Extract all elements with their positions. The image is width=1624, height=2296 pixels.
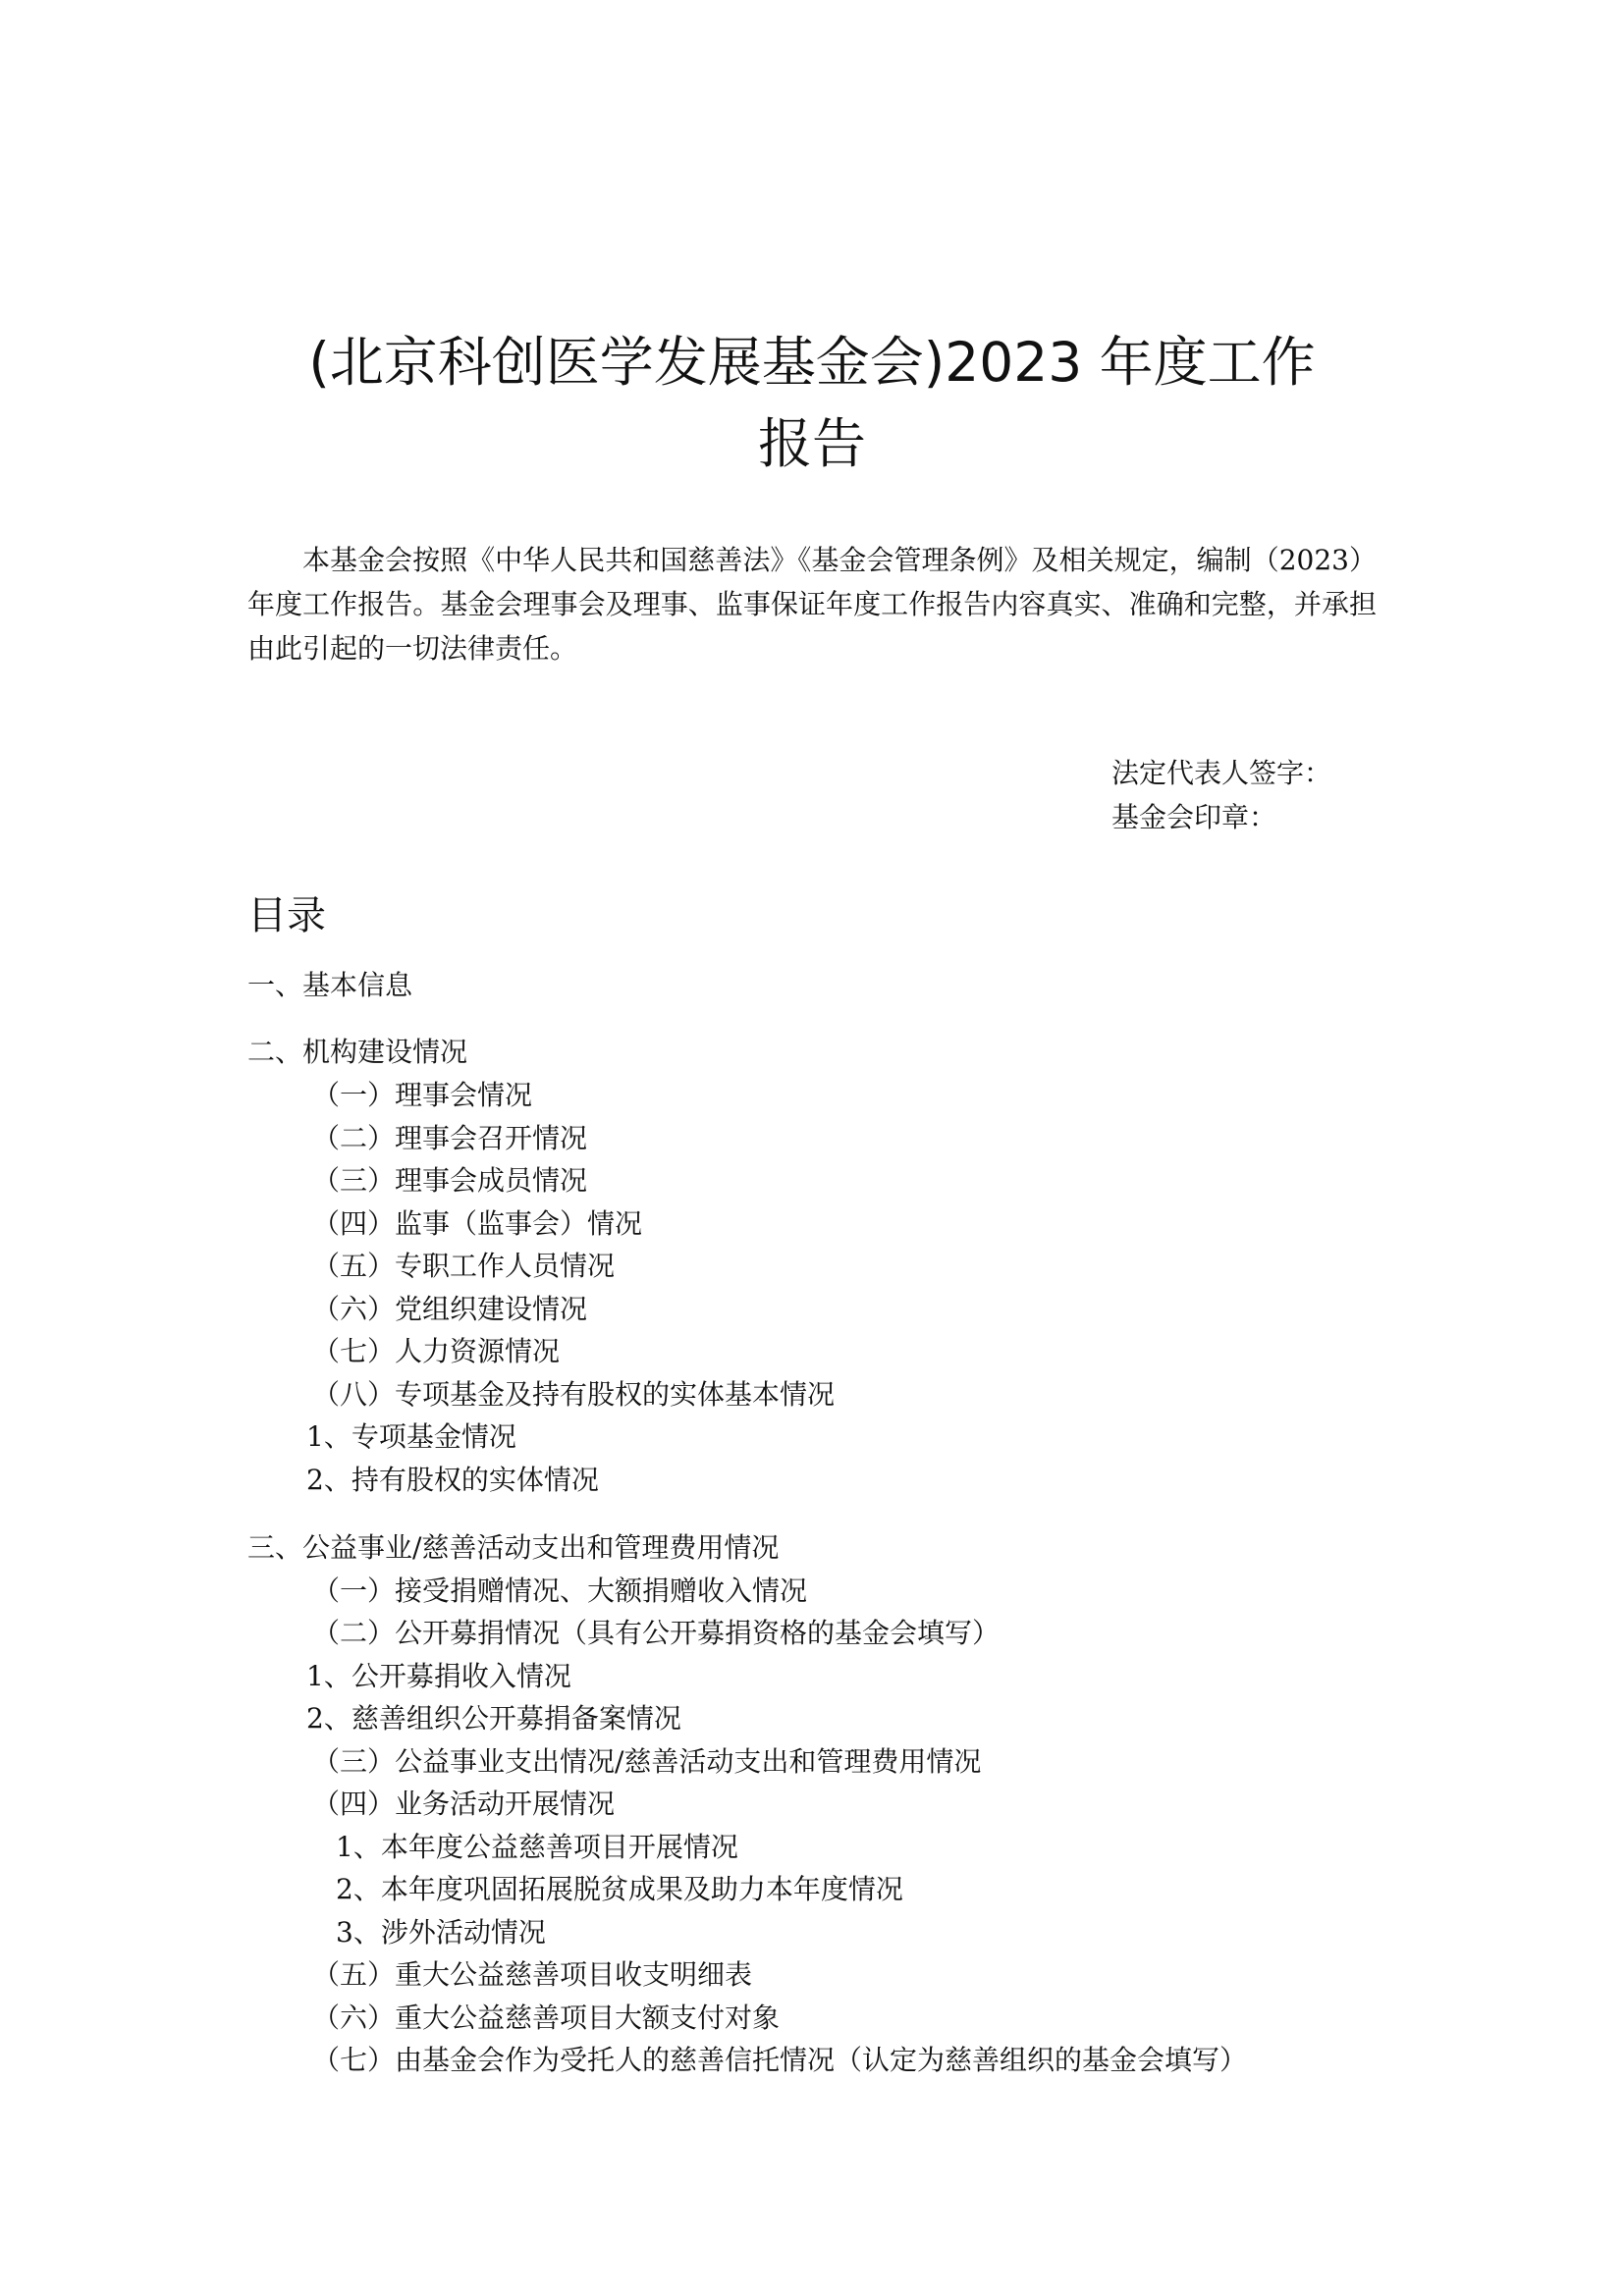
toc-item: （二）公开募捐情况（具有公开募捐资格的基金会填写）: [312, 1617, 1001, 1649]
toc-item: （七）人力资源情况: [312, 1335, 561, 1367]
intro-paragraph: 本基金会按照《中华人民共和国慈善法》《基金会管理条例》及相关规定，编制（2023）年度工作报告。基金会理事会及理事、监事保证年度工作报告内容真实、准确和完整，并承担由此引起的一切法律责任。: [247, 544, 1377, 665]
toc-item: （一）理事会情况: [312, 1079, 533, 1111]
toc-item: （三）公益事业支出情况/慈善活动支出和管理费用情况: [312, 1745, 982, 1778]
toc-item: （四）业务活动开展情况: [312, 1788, 616, 1820]
toc-item: 三、公益事业/慈善活动支出和管理费用情况: [247, 1531, 780, 1564]
toc-item: 一、基本信息: [247, 969, 413, 1001]
toc-item: 3、涉外活动情况: [336, 1916, 546, 1949]
toc-item: 1、公开募捐收入情况: [306, 1660, 571, 1692]
toc-item: 2、持有股权的实体情况: [306, 1464, 599, 1496]
toc-item: （五）专职工作人员情况: [312, 1250, 616, 1282]
toc-item: 1、专项基金情况: [306, 1420, 516, 1453]
toc-item: （五）重大公益慈善项目收支明细表: [312, 1958, 753, 1991]
toc-item: （四）监事（监事会）情况: [312, 1207, 643, 1240]
toc-item: （六）重大公益慈善项目大额支付对象: [312, 2002, 781, 2034]
toc-item: （一）接受捐赠情况、大额捐赠收入情况: [312, 1575, 808, 1607]
toc-item: （六）党组织建设情况: [312, 1293, 588, 1325]
toc-item: 二、机构建设情况: [247, 1036, 468, 1068]
toc-item: （八）专项基金及持有股权的实体基本情况: [312, 1378, 836, 1411]
toc-item: （二）理事会召开情况: [312, 1122, 588, 1154]
toc-item: （三）理事会成员情况: [312, 1164, 588, 1197]
foundation-seal-label: 基金会印章：: [1111, 801, 1277, 833]
toc-item: 2、慈善组织公开募捐备案情况: [306, 1702, 681, 1735]
toc-item: 1、本年度公益慈善项目开展情况: [336, 1831, 738, 1863]
toc-item: （七）由基金会作为受托人的慈善信托情况（认定为慈善组织的基金会填写）: [312, 2044, 1248, 2076]
report-title-line-1: (北京科创医学发展基金会)2023 年度工作: [308, 331, 1316, 394]
toc-item: 2、本年度巩固拓展脱贫成果及助力本年度情况: [336, 1873, 903, 1905]
intro-paragraph-block: [247, 538, 1377, 670]
toc-heading: 目录: [247, 893, 326, 938]
legal-representative-signature-label: 法定代表人签字：: [1111, 757, 1332, 789]
report-title-line-2: 报告: [757, 412, 866, 475]
